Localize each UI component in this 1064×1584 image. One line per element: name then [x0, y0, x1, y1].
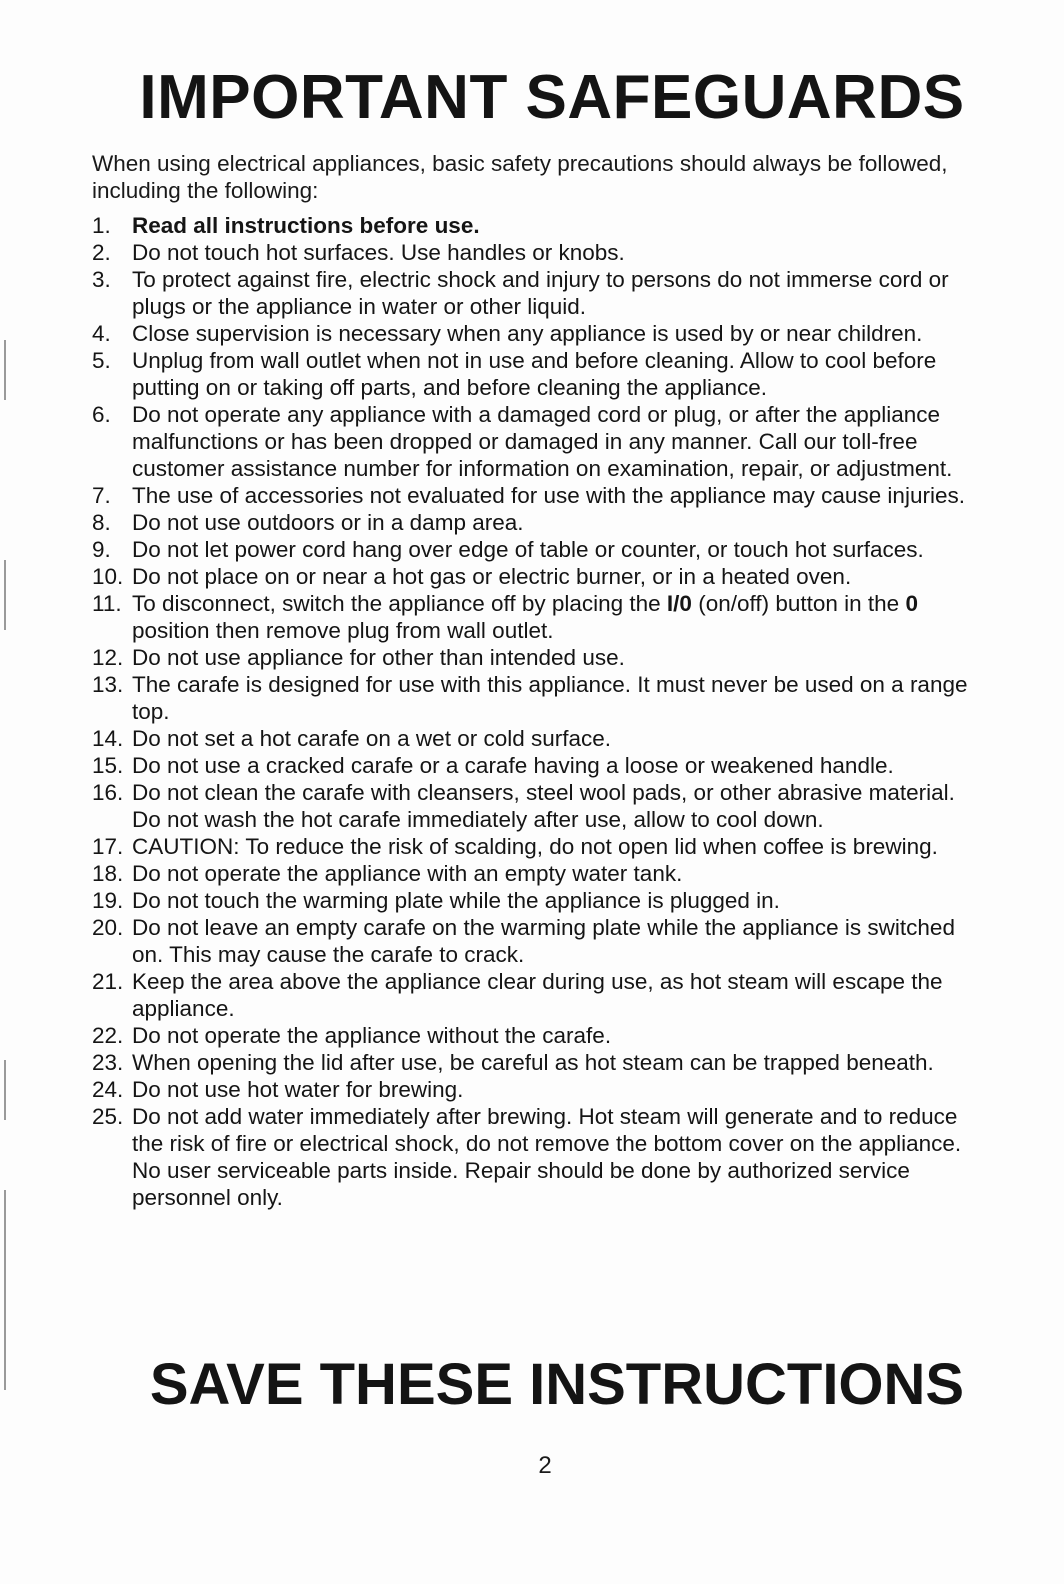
list-item: [92, 212, 976, 239]
item-text: Do not touch the warming plate while the appliance is plugged in.: [132, 888, 780, 913]
list-item: [92, 482, 976, 509]
list-item: [92, 887, 976, 914]
item-text: Do not clean the carafe with cleansers, steel wool pads, or other abrasive material. Do not wash the hot carafe immediately after use, allow to cool down.: [132, 780, 955, 832]
item-text: When opening the lid after use, be careful as hot steam can be trapped beneath.: [132, 1050, 934, 1075]
list-item: [92, 914, 976, 968]
list-item: [92, 1022, 976, 1049]
item-text-part: To disconnect, switch the appliance off by placing the: [132, 591, 667, 616]
save-instructions-heading: SAVE THESE INSTRUCTIONS: [149, 1352, 965, 1417]
list-item: [92, 563, 976, 590]
item-number: 9.: [92, 537, 111, 562]
item-text: Do not let power cord hang over edge of table or counter, or touch hot surfaces.: [132, 537, 924, 562]
list-item: [92, 671, 976, 725]
item-number: 1.: [92, 213, 111, 238]
scan-edge-mark: [4, 1060, 6, 1120]
item-number: 8.: [92, 510, 111, 535]
intro-paragraph: When using electrical appliances, basic safety precautions should always be followed, including the following:: [92, 151, 948, 203]
item-number: 18.: [92, 861, 124, 886]
on-off-symbol: I/0: [666, 591, 692, 616]
item-text: Do not add water immediately after brewing. Hot steam will generate and to reduce the risk of fire or electrical shock, do not remove the bottom cover on the appliance. No user serviceable parts inside. Repair should be done by authorized service personnel only.: [132, 1104, 962, 1210]
item-text: Do not use a cracked carafe or a carafe having a loose or weakened handle.: [132, 753, 894, 778]
item-number: 19.: [92, 888, 124, 913]
item-text: CAUTION: To reduce the risk of scalding, do not open lid when coffee is brewing.: [132, 834, 938, 859]
item-text: To protect against fire, electric shock and injury to persons do not immerse cord or plugs or the appliance in water or other liquid.: [132, 267, 949, 319]
list-item: [92, 644, 976, 671]
scan-edge-mark: [4, 340, 6, 400]
scan-edge-mark: [4, 560, 6, 630]
item-number: 25.: [92, 1104, 124, 1129]
item-text: Do not operate any appliance with a damaged cord or plug, or after the appliance malfunctions or has been dropped or damaged in any manner. Call our toll-free customer assistance number for information on examination, repair, or adjustment.: [132, 402, 953, 481]
list-item: [92, 860, 976, 887]
item-number: 4.: [92, 321, 111, 346]
list-item: [92, 509, 976, 536]
item-text: The use of accessories not evaluated for use with the appliance may cause injuries.: [132, 483, 965, 508]
item-text: Do not operate the appliance with an empty water tank.: [132, 861, 683, 886]
item-number: 22.: [92, 1023, 124, 1048]
item-text-part: (on/off) button in the: [691, 591, 906, 616]
item-text: Do not use hot water for brewing.: [132, 1077, 464, 1102]
item-number: 12.: [92, 645, 124, 670]
item-text: Keep the area above the appliance clear during use, as hot steam will escape the appliance.: [132, 969, 943, 1021]
list-item: [92, 239, 976, 266]
item-text: Do not operate the appliance without the carafe.: [132, 1023, 612, 1048]
item-text: Do not leave an empty carafe on the warming plate while the appliance is switched on. This may cause the carafe to crack.: [132, 915, 955, 967]
item-number: 14.: [92, 726, 124, 751]
item-number: 5.: [92, 348, 111, 373]
item-number: 3.: [92, 267, 111, 292]
item-number: 11.: [92, 591, 122, 616]
list-item: [92, 266, 976, 320]
list-item: [92, 347, 976, 401]
item-text-part: position then remove plug from wall outlet.: [132, 618, 554, 643]
item-text: Do not place on or near a hot gas or electric burner, or in a heated oven.: [132, 564, 852, 589]
list-item: [92, 536, 976, 563]
item-text: [132, 590, 976, 644]
item-number: 16.: [92, 780, 124, 805]
item-number: 2.: [92, 240, 111, 265]
item-number: 7.: [92, 483, 111, 508]
item-text: The carafe is designed for use with this appliance. It must never be used on a range top.: [132, 672, 968, 724]
list-item: [92, 968, 976, 1022]
item-text: Do not set a hot carafe on a wet or cold surface.: [132, 726, 612, 751]
list-item: [92, 590, 976, 644]
item-number: 24.: [92, 1077, 124, 1102]
list-item: [92, 752, 976, 779]
item-number: 17.: [92, 834, 124, 859]
list-item: [92, 1076, 976, 1103]
item-text: Do not touch hot surfaces. Use handles or knobs.: [132, 240, 625, 265]
list-item: [92, 401, 976, 482]
list-item: [92, 779, 976, 833]
item-number: 6.: [92, 402, 111, 427]
page-title: IMPORTANT SAFEGUARDS: [139, 63, 965, 132]
item-number: 23.: [92, 1050, 124, 1075]
item-number: 10.: [92, 564, 124, 589]
off-position-symbol: 0: [905, 591, 918, 616]
item-number: 20.: [92, 915, 124, 940]
safeguards-list: [92, 212, 976, 1211]
list-item: [92, 1049, 976, 1076]
item-text: Unplug from wall outlet when not in use and before cleaning. Allow to cool before putting on or taking off parts, and before cleaning the appliance.: [132, 348, 937, 400]
item-number: 13.: [92, 672, 124, 697]
item-number: 21.: [92, 969, 124, 994]
list-item: [92, 833, 976, 860]
item-text: Do not use outdoors or in a damp area.: [132, 510, 524, 535]
list-item: [92, 725, 976, 752]
item-number: 15.: [92, 753, 124, 778]
item-text: Close supervision is necessary when any appliance is used by or near children.: [132, 321, 923, 346]
item-text: Read all instructions before use.: [132, 213, 480, 238]
page-number: 2: [538, 1452, 552, 1479]
item-text: Do not use appliance for other than intended use.: [132, 645, 625, 670]
list-item: [92, 320, 976, 347]
list-item: [92, 1103, 976, 1211]
